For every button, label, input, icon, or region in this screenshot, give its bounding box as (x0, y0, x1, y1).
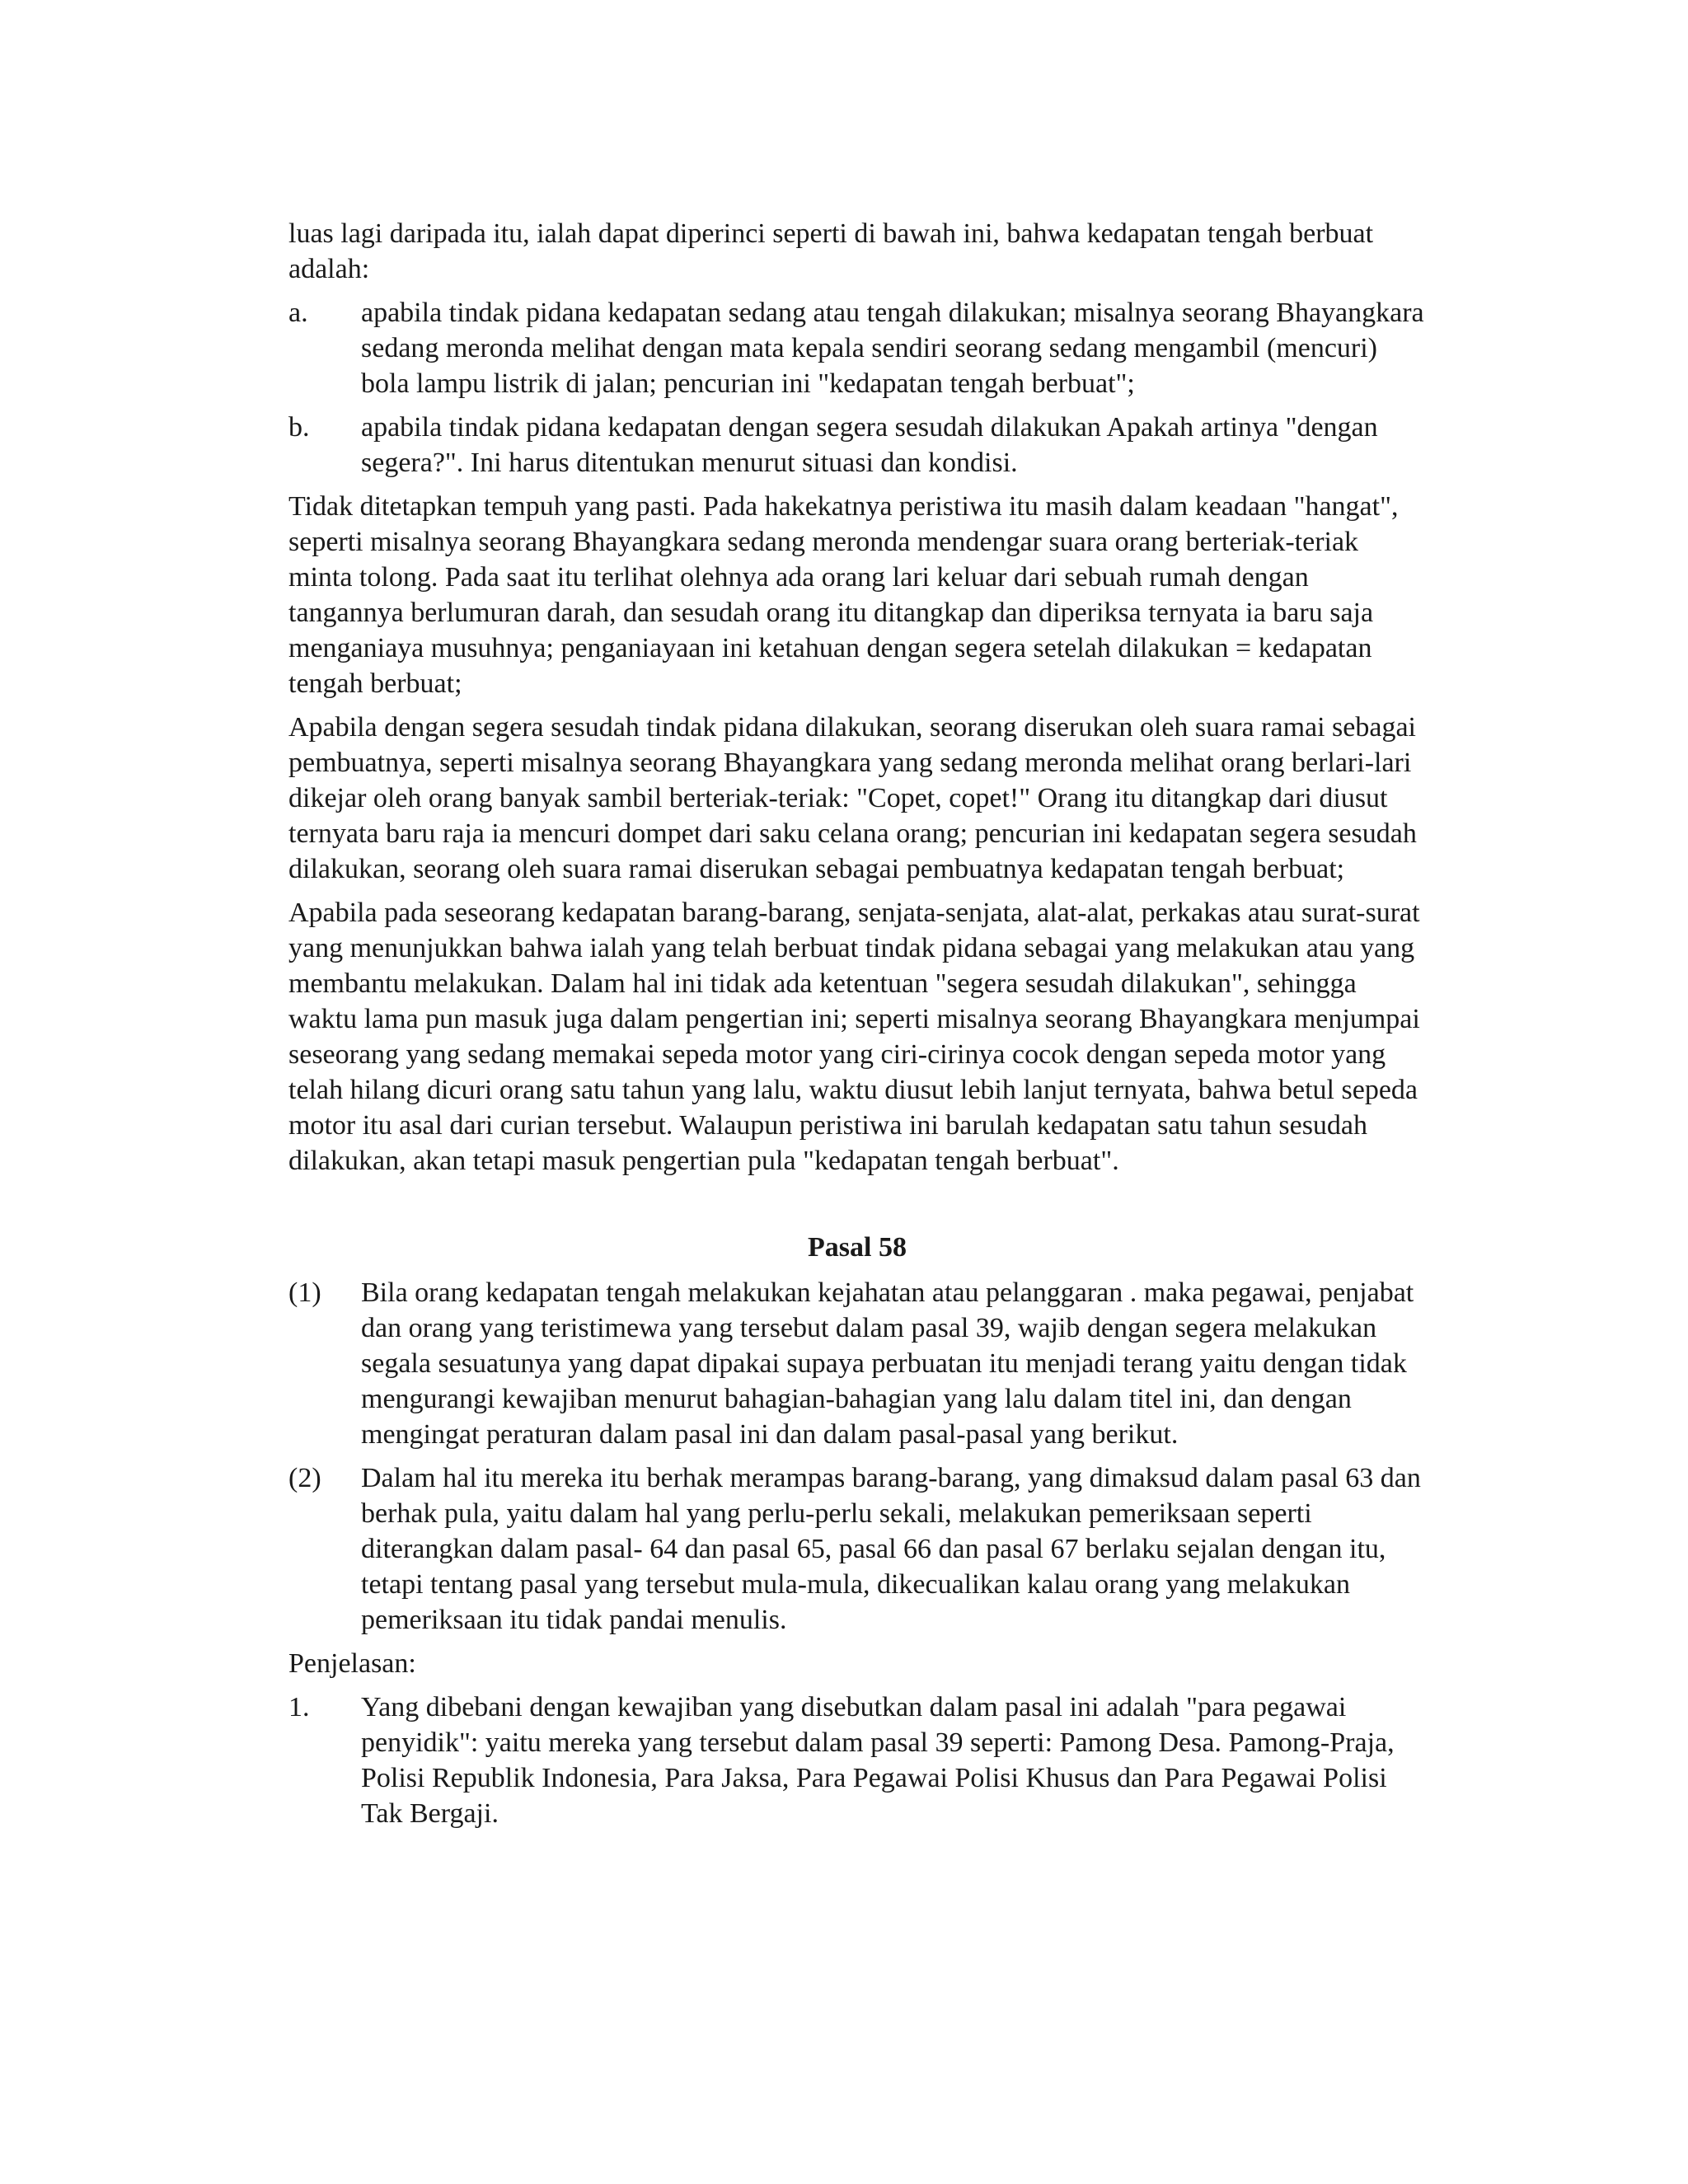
list-item-text: apabila tindak pidana kedapatan sedang atau tengah dilakukan; misalnya seorang Bhayangkara sedang meronda melihat dengan mata kepala sendiri seorang sedang mengambil (mencuri) bola lampu listrik di jalan; pencurian ini "kedapatan tengah berbuat"; (361, 298, 1424, 399)
clause-text: Dalam hal itu mereka itu berhak merampas barang-barang, yang dimaksud dalam pasal 63 dan berhak pula, yaitu dalam hal yang perlu-perlu sekali, melakukan pemeriksaan seperti diterangkan dalam pasal- 64 dan pasal 65, pasal 66 dan pasal 67 berlaku sejalan dengan itu, tetapi tentang pasal yang tersebut mula-mula, dikecualikan kalau orang yang melakukan pemeriksaan itu tidak pandai menulis. (361, 1463, 1421, 1635)
clause-text: Bila orang kedapatan tengah melakukan kejahatan atau pelanggaran . maka pegawai, penjabat dan orang yang teristimewa yang tersebut dalam pasal 39, wajib dengan segera melakukan segala sesuatunya yang dapat dipakai supaya perbuatan itu menjadi terang yaitu dengan tidak mengurangi kewajiban menurut bahagian-bahagian yang lalu dalam titel ini, dan dengan mengingat peraturan dalam pasal ini dan dalam pasal-pasal yang berikut. (361, 1277, 1414, 1450)
clause-1 (288, 1275, 1426, 1452)
list-item-text: apabila tindak pidana kedapatan dengan segera sesudah dilakukan Apakah artinya "dengan segera?". Ini harus ditentukan menurut situasi dan kondisi. (361, 412, 1378, 478)
clause-marker: (2) (288, 1463, 321, 1493)
body-paragraph: Apabila pada seseorang kedapatan barang-barang, senjata-senjata, alat-alat, perkakas atau surat-surat yang menunjukkan bahwa ialah yang telah berbuat tindak pidana sebagai yang melakukan atau yang membantu melakukan. Dalam hal ini tidak ada ketentuan "segera sesudah dilakukan", sehingga waktu lama pun masuk juga dalam pengertian ini; seperti misalnya seorang Bhayangkara menjumpai seseorang yang sedang memakai sepeda motor yang ciri-cirinya cocok dengan sepeda motor yang telah hilang dicuri orang satu tahun yang lalu, waktu diusut lebih lanjut ternyata, bahwa betul sepeda motor itu asal dari curian tersebut. Walaupun peristiwa ini barulah kedapatan satu tahun sesudah dilakukan, akan tetapi masuk pengertian pula "kedapatan tengah berbuat". (288, 898, 1420, 1176)
list-marker: b. (288, 412, 310, 443)
explanation-text: Yang dibebani dengan kewajiban yang disebutkan dalam pasal ini adalah "para pegawai penyidik": yaitu mereka yang tersebut dalam pasal 39 seperti: Pamong Desa. Pamong-Praja, Polisi Republik Indonesia, Para Jaksa, Para Pegawai Polisi Khusus dan Para Pegawai Polisi Tak Bergaji. (361, 1692, 1395, 1829)
intro-paragraph: luas lagi daripada itu, ialah dapat diperinci seperti di bawah ini, bahwa kedapatan tengah berbuat adalah: (288, 218, 1374, 284)
clause-2 (288, 1460, 1426, 1638)
article-heading: Pasal 58 (808, 1232, 907, 1263)
document-page (288, 216, 1426, 1840)
explanation-marker: 1. (288, 1692, 310, 1722)
list-item-b (288, 410, 1426, 480)
explanation-label: Penjelasan: (288, 1648, 416, 1679)
clause-marker: (1) (288, 1277, 321, 1308)
list-item-a (288, 295, 1426, 401)
body-paragraph: Apabila dengan segera sesudah tindak pidana dilakukan, seorang diserukan oleh suara ramai sebagai pembuatnya, seperti misalnya seorang Bhayangkara yang sedang meronda melihat orang berlari-lari dikejar oleh orang banyak sambil berteriak-teriak: "Copet, copet!" Orang itu ditangkap dari diusut ternyata baru raja ia mencuri dompet dari saku celana orang; pencurian ini kedapatan segera sesudah dilakukan, seorang oleh suara ramai diserukan sebagai pembuatnya kedapatan tengah berbuat; (288, 712, 1417, 884)
body-paragraph: Tidak ditetapkan tempuh yang pasti. Pada hakekatnya peristiwa itu masih dalam keadaan "hangat", seperti misalnya seorang Bhayangkara sedang meronda mendengar suara orang berteriak-teriak minta tolong. Pada saat itu terlihat olehnya ada orang lari keluar dari sebuah rumah dengan tangannya berlumuran darah, dan sesudah orang itu ditangkap dan diperiksa ternyata ia baru saja menganiaya musuhnya; penganiayaan ini ketahuan dengan segera setelah dilakukan = kedapatan tengah berbuat; (288, 491, 1399, 699)
list-marker: a. (288, 298, 308, 328)
explanation-item-1 (288, 1690, 1426, 1831)
